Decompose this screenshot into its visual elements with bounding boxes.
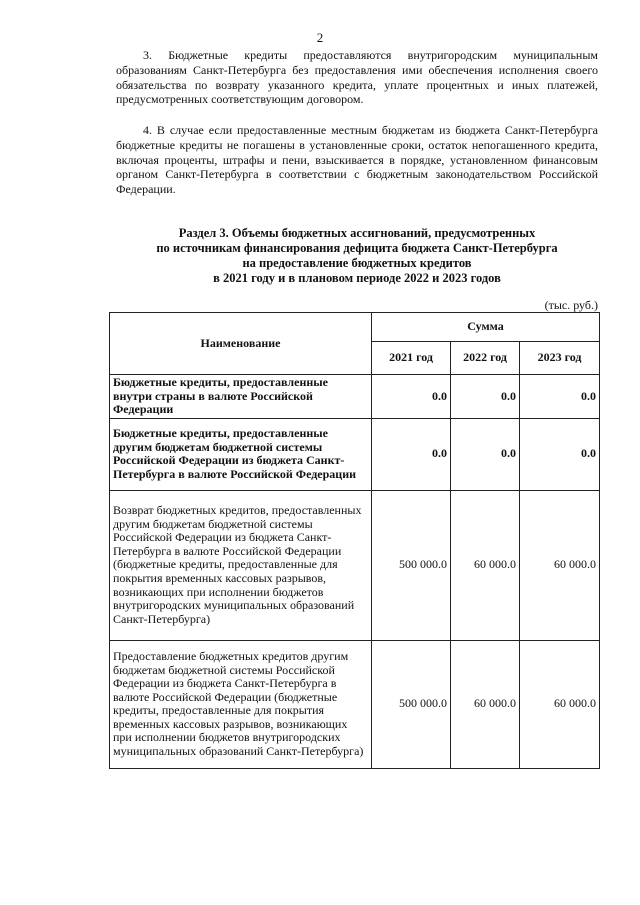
table-row (110, 418, 600, 490)
header-name: Наименование (110, 313, 372, 375)
table-row (110, 640, 600, 768)
row-name: Бюджетные кредиты, предоставленные внутри страны в валюте Российской Федерации (110, 375, 372, 419)
page-number: 2 (316, 30, 324, 45)
paragraph-4: 4. В случае если предоставленные местным бюджетам из бюджета Санкт-Петербурга бюджетные кредиты не погашены в установленные сроки, остаток непогашенного кредита, включая проценты, штрафы и пени, взыскивается в порядке, установленном финансовым органом Санкт-Петербурга в соответствии с бюджетным законодательством Российской Федерации. (116, 123, 598, 197)
row-name: Бюджетные кредиты, предоставленные другим бюджетам бюджетной системы Российской Федерации из бюджета Санкт-Петербурга в валюте Российской Федерации (110, 418, 372, 490)
paragraph-3: 3. Бюджетные кредиты предоставляются внутригородским муниципальным образованиям Санкт-Петербурга без предоставления ими обеспечения исполнения своего обязательства по возврату указанного кредита, уплате процентных и иных платежей, предусмотренных соответствующим договором. (116, 48, 598, 107)
row-value-2022: 60 000.0 (451, 490, 520, 640)
row-value-2022: 60 000.0 (451, 640, 520, 768)
header-year-2022: 2022 год (451, 342, 520, 375)
row-value-2023: 60 000.0 (520, 490, 600, 640)
section-heading-line-4: в 2021 году и в плановом периоде 2022 и 2023 годов (213, 271, 501, 285)
row-value-2021: 0.0 (372, 375, 451, 419)
section-heading-line-2: по источникам финансирования дефицита бюджета Санкт-Петербурга (156, 241, 558, 255)
row-name: Предоставление бюджетных кредитов другим бюджетам бюджетной системы Российской Федерации из бюджета Санкт-Петербурга в валюте Российской Федерации (бюджетные кредиты, предоставленные для покрытия временных кассовых разрывов, возникающих при исполнении бюджетов внутригородских муниципальных образований Санкт-Петербурга) (110, 640, 372, 768)
header-sum: Сумма (372, 313, 600, 342)
section-heading-line-1: Раздел 3. Объемы бюджетных ассигнований, предусмотренных (178, 226, 536, 240)
section-heading (116, 226, 598, 286)
section-heading-line-3: на предоставление бюджетных кредитов (242, 256, 472, 270)
row-value-2021: 500 000.0 (372, 490, 451, 640)
units-label: (тыс. руб.) (544, 298, 598, 312)
table-row (110, 375, 600, 419)
header-year-2021: 2021 год (372, 342, 451, 375)
header-year-2023: 2023 год (520, 342, 600, 375)
table-header-row (110, 313, 600, 342)
row-value-2023: 0.0 (520, 418, 600, 490)
row-value-2022: 0.0 (451, 418, 520, 490)
row-value-2023: 60 000.0 (520, 640, 600, 768)
row-value-2021: 0.0 (372, 418, 451, 490)
table-row (110, 490, 600, 640)
budget-table (109, 312, 600, 769)
row-value-2022: 0.0 (451, 375, 520, 419)
row-name: Возврат бюджетных кредитов, предоставленных другим бюджетам бюджетной системы Российской Федерации из бюджета Санкт-Петербурга в валюте Российской Федерации (бюджетные кредиты, предоставленные для покрытия временных кассовых разрывов, возникающих при исполнении бюджетов внутригородских муниципальных образований Санкт-Петербурга) (110, 490, 372, 640)
row-value-2021: 500 000.0 (372, 640, 451, 768)
row-value-2023: 0.0 (520, 375, 600, 419)
